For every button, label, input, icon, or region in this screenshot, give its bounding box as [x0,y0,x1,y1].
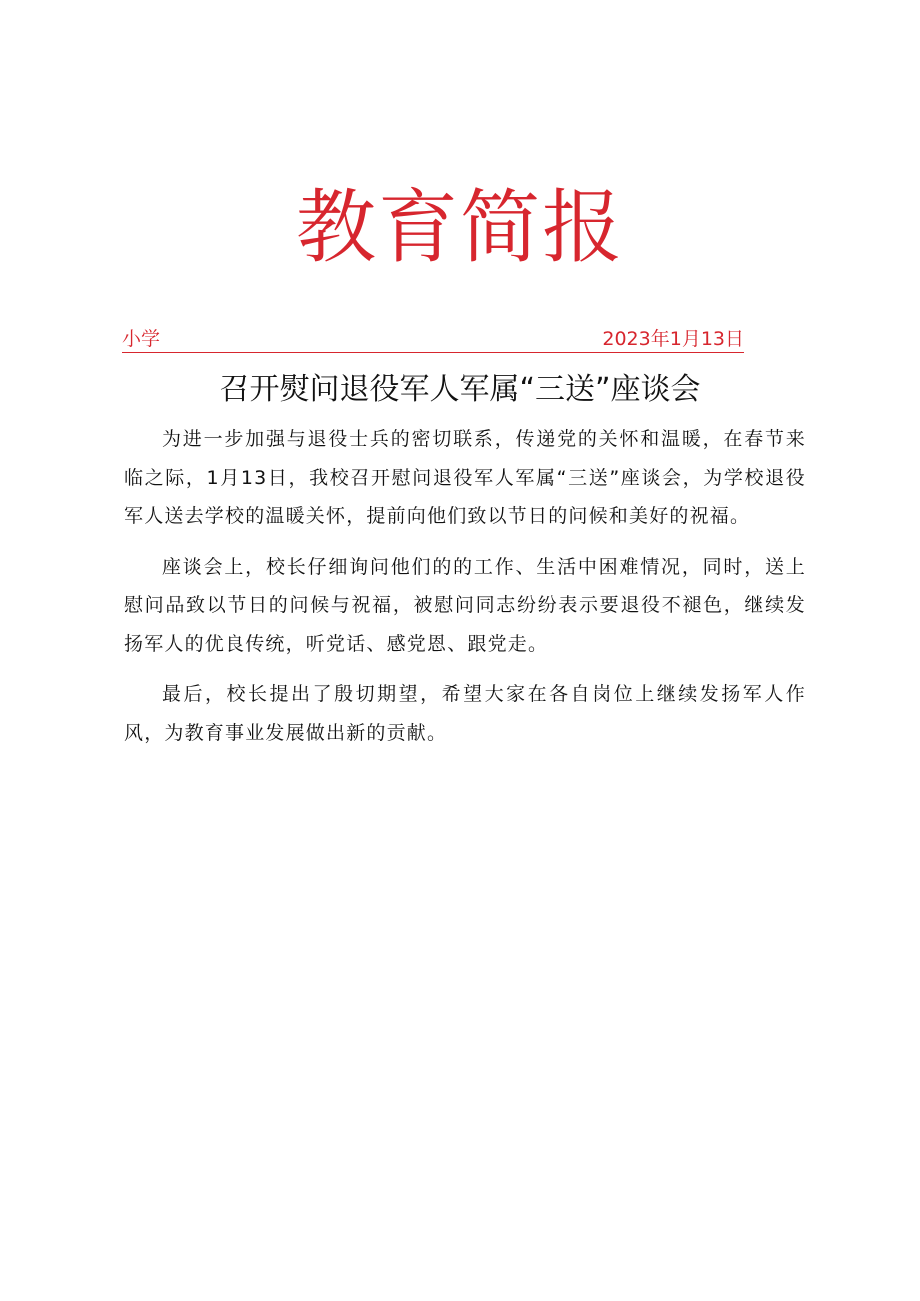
article-paragraph: 为进一步加强与退役士兵的密切联系，传递党的关怀和温暖，在春节来临之际，1月13日，我校召开慰问退役军人军属“三送”座谈会，为学校退役军人送去学校的温暖关怀，提前向他们致以节日的问候和美好的祝福。 [124,428,806,527]
issue-date: 2023年1月13日 [602,328,744,350]
article-paragraph: 座谈会上，校长仔细询问他们的的工作、生活中困难情况，同时，送上慰问品致以节日的问候与祝福，被慰问同志纷纷表示要退役不褪色，继续发扬军人的优良传统，听党话、感党恩、跟党走。 [124,555,806,655]
masthead-divider [122,352,744,353]
article-headline: 召开熨问退役军人军属“三送”座谈会 [219,372,701,407]
masthead-title: 教育简报 [296,181,624,274]
article-paragraph: 最后，校长提出了殷切期望，希望大家在各自岗位上继续发扬军人作风，为教育事业发展做出新的贡献。 [124,683,806,744]
school-name: 小学 [122,328,161,350]
meta-row [122,326,744,352]
article-body [124,420,806,752]
